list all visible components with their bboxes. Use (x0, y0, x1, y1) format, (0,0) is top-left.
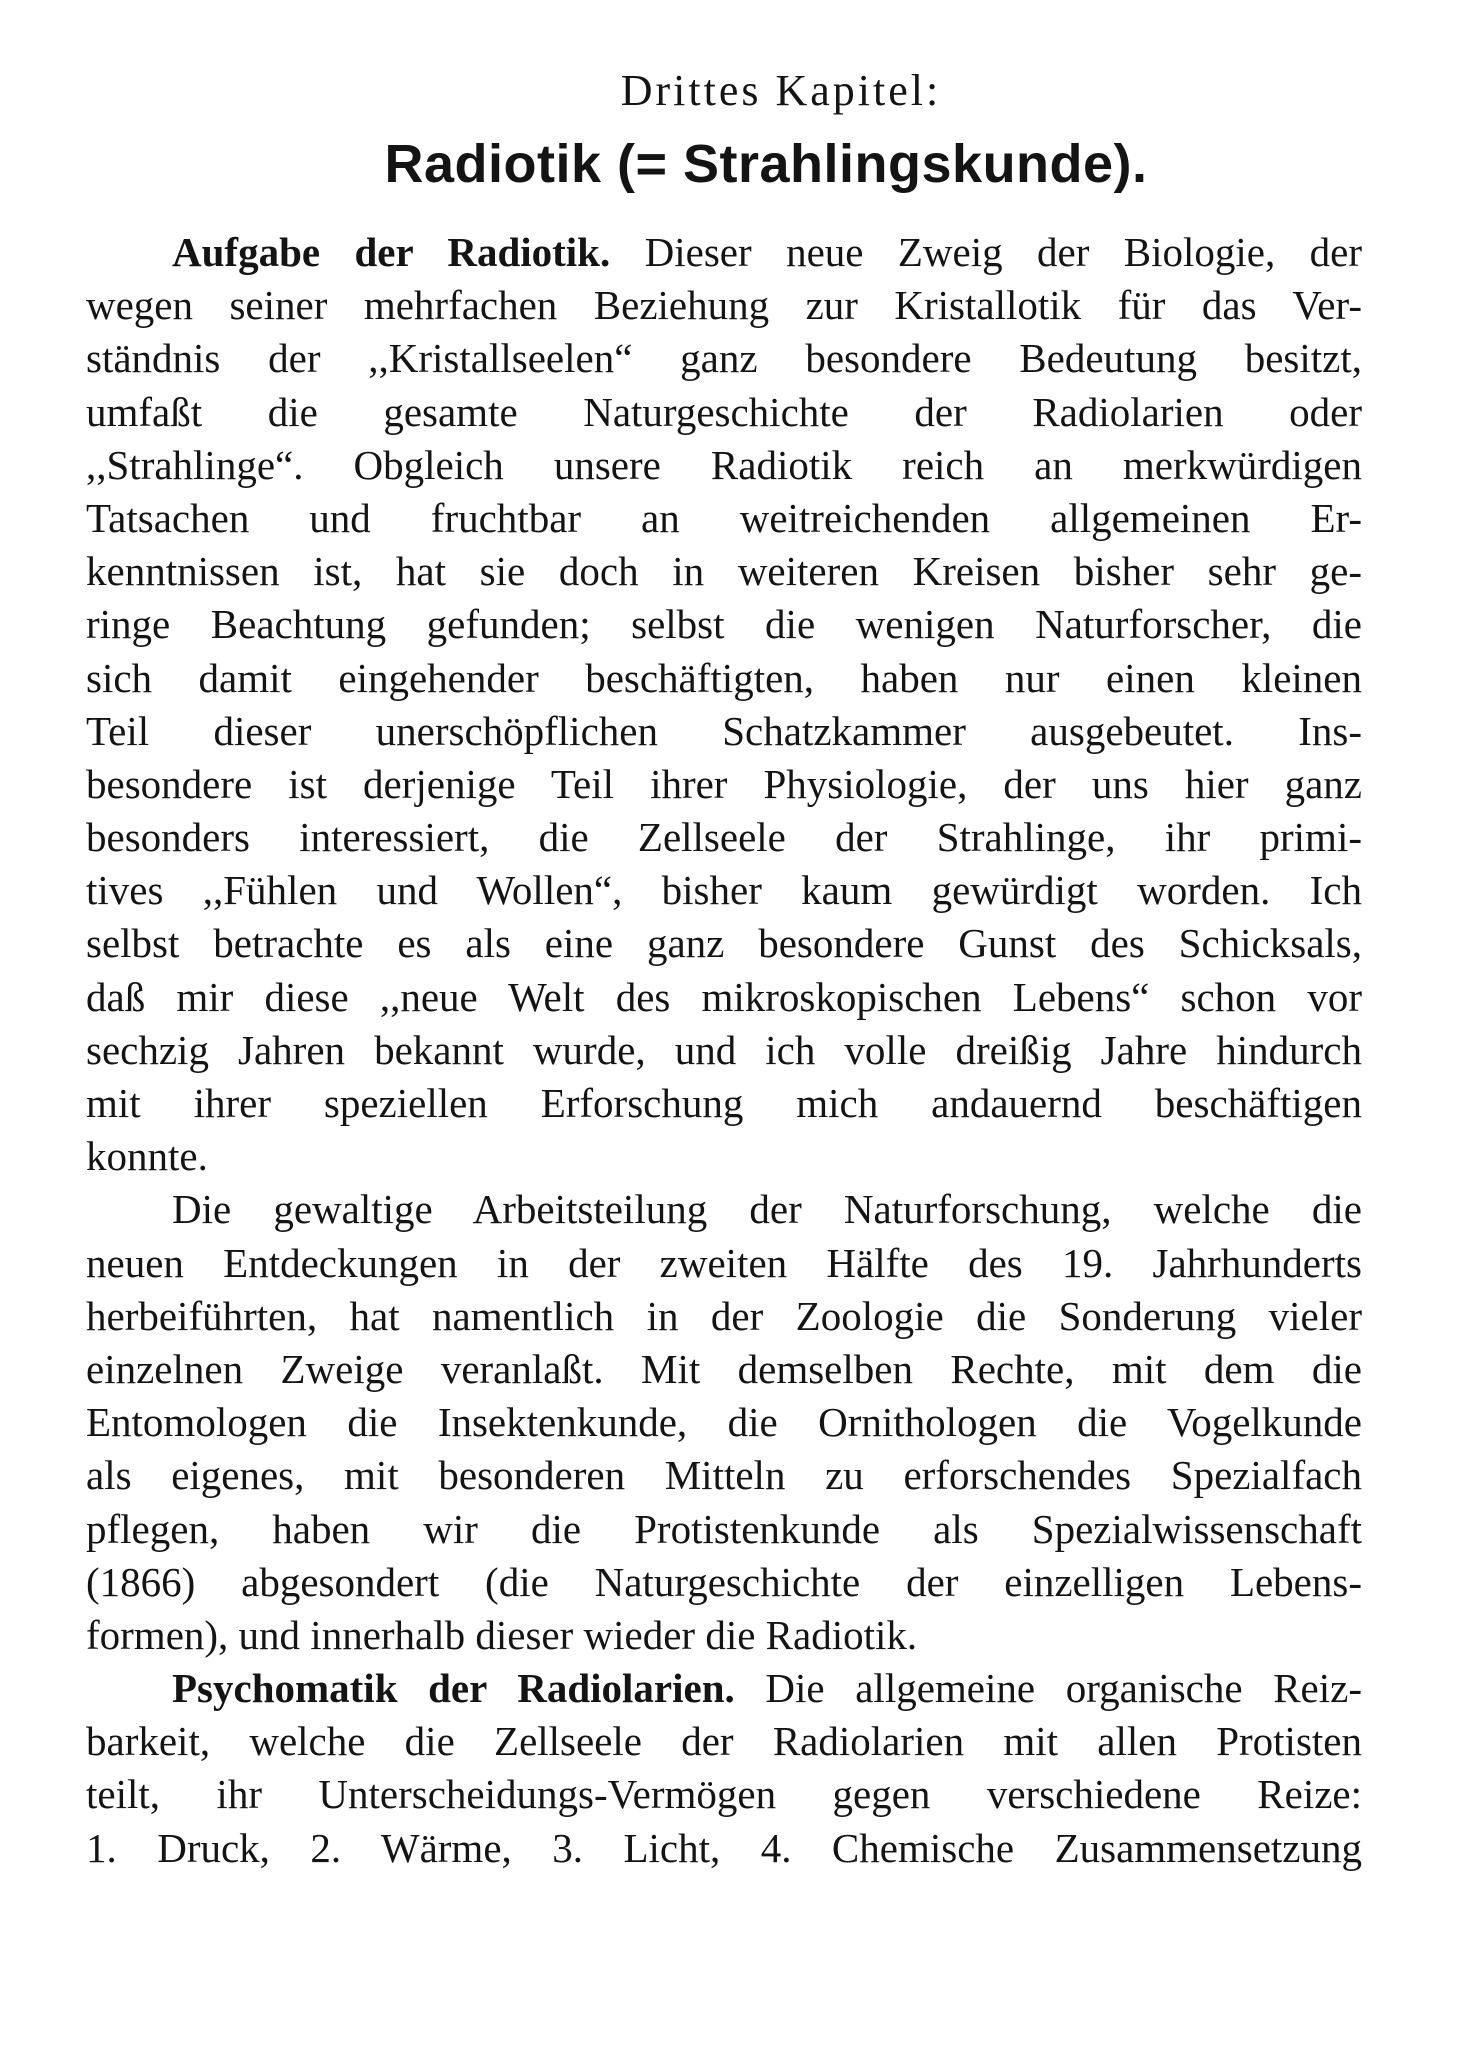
text-line: Aufgabe der Radiotik. Dieser neue Zweig der Biologie, der (172, 229, 1363, 275)
text-line: 1. Druck, 2. Wärme, 3. Licht, 4. Chemische Zusammensetzung (86, 1824, 1362, 1871)
text-line: teilt, ihr Unterscheidungs-Vermögen gegen verschiedene Reize: (86, 1771, 1362, 1818)
text-line: sich damit eingehender beschäftigten, haben nur einen kleinen (86, 654, 1362, 701)
text-line: mit ihrer speziellen Erforschung mich andauernd beschäftigen (86, 1080, 1362, 1126)
text-line: Tatsachen und fruchtbar an weitreichenden allgemeinen Er- (86, 494, 1362, 541)
text-line: einzelnen Zweige veranlaßt. Mit demselben Rechte, mit dem die (86, 1345, 1362, 1392)
text-line: selbst betrachte es als eine ganz besondere Gunst des Schicksals, (86, 920, 1362, 967)
text-line: ständnis der ,,Kristallseelen“ ganz besondere Bedeutung besitzt, (86, 335, 1362, 382)
paragraph-psychomatik (86, 1662, 1386, 1875)
paragraph-arbeitsteilung (86, 1183, 1386, 1662)
text-line: wegen seiner mehrfachen Beziehung zur Kristallotik für das Ver- (86, 282, 1362, 329)
text-line: ringe Beachtung gefunden; selbst die wenigen Naturforscher, die (86, 601, 1362, 648)
text-line: herbeiführten, hat namentlich in der Zoologie die Sonderung vieler (86, 1292, 1362, 1339)
text-line: ,,Strahlinge“. Obgleich unsere Radiotik reich an merkwürdigen (86, 441, 1362, 488)
chapter-label: Drittes Kapitel: (620, 66, 942, 115)
text-line: pflegen, haben wir die Protistenkunde als Spezialwissenschaft (86, 1505, 1362, 1552)
book-page (86, 62, 1386, 1875)
text-line: besonders interessiert, die Zellseele der Strahlinge, ihr primi- (86, 814, 1362, 861)
text-line: besondere ist derjenige Teil ihrer Physiologie, der uns hier ganz (86, 760, 1362, 807)
text-line: daß mir diese ,,neue Welt des mikroskopischen Lebens“ schon vor (86, 973, 1362, 1020)
text-line: formen), und innerhalb dieser wieder die Radiotik. (86, 1611, 918, 1658)
paragraph-heading: Psychomatik der Radiolarien. (172, 1665, 735, 1712)
text-line: Teil dieser unerschöpflichen Schatzkammer ausgebeutet. Ins- (86, 707, 1362, 754)
paragraph-heading: Aufgabe der Radiotik. (172, 229, 611, 275)
chapter-title: Radiotik (= Strahlingskunde). (384, 134, 1148, 194)
text-line: Die gewaltige Arbeitsteilung der Naturforschung, welche die (172, 1186, 1362, 1233)
paragraph-aufgabe (86, 226, 1386, 1183)
text-line: kenntnissen ist, hat sie doch in weiteren Kreisen bisher sehr ge- (86, 548, 1362, 595)
text-line: als eigenes, mit besonderen Mitteln zu erforschendes Spezialfach (86, 1452, 1362, 1499)
text-line: konnte. (86, 1133, 208, 1180)
text-line: (1866) abgesondert (die Naturgeschichte der einzelligen Lebens- (86, 1558, 1362, 1605)
text-line: Entomologen die Insektenkunde, die Ornithologen die Vogelkunde (86, 1399, 1362, 1446)
text-line: umfaßt die gesamte Naturgeschichte der Radiolarien oder (86, 388, 1362, 435)
text-line: Psychomatik der Radiolarien. Die allgemeine organische Reiz- (172, 1665, 1362, 1712)
text-line: barkeit, welche die Zellseele der Radiolarien mit allen Protisten (86, 1718, 1362, 1765)
text-line: sechzig Jahren bekannt wurde, und ich volle dreißig Jahre hindurch (86, 1026, 1362, 1073)
text-line: tives ,,Fühlen und Wollen“, bisher kaum gewürdigt worden. Ich (86, 867, 1362, 914)
text-line: neuen Entdeckungen in der zweiten Hälfte des 19. Jahrhunderts (86, 1239, 1362, 1286)
